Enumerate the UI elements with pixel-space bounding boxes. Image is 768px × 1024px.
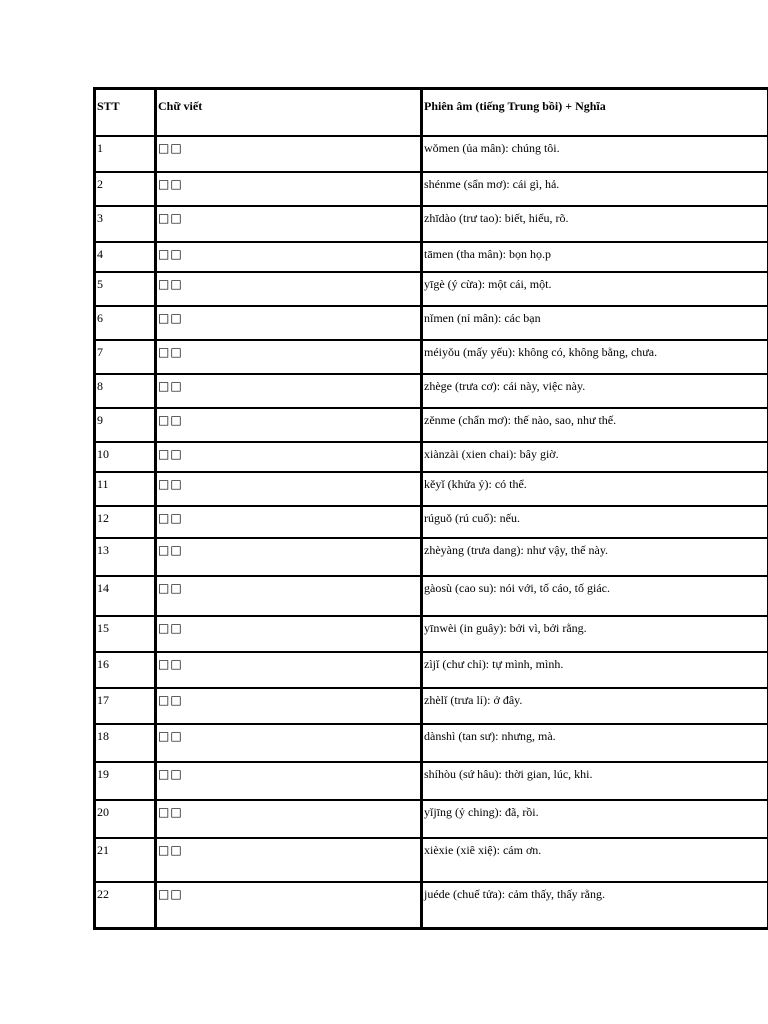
vocabulary-table — [95, 89, 768, 929]
header-chu-viet: Chữ viết — [156, 90, 422, 136]
cell-chu-viet: □□ — [156, 506, 422, 538]
table-row — [96, 172, 768, 206]
cell-stt: 20 — [96, 800, 156, 838]
cell-chu-viet: □□ — [156, 652, 422, 688]
table-row — [96, 762, 768, 800]
cell-phien-am-nghia: méiyǒu (mấy yếu): không có, không bằng, chưa. — [422, 340, 768, 374]
table-row — [96, 472, 768, 506]
table-row — [96, 800, 768, 838]
cell-chu-viet: □□ — [156, 538, 422, 576]
table-header-row — [96, 90, 768, 136]
cell-chu-viet: □□ — [156, 272, 422, 306]
table-row — [96, 442, 768, 472]
cell-phien-am-nghia: juéde (chuế tửa): cảm thấy, thấy rằng. — [422, 882, 768, 928]
table-row — [96, 724, 768, 762]
cell-phien-am-nghia: tāmen (tha mân): bọn họ.p — [422, 242, 768, 272]
cell-stt: 9 — [96, 408, 156, 442]
cell-stt: 4 — [96, 242, 156, 272]
cell-phien-am-nghia: xièxie (xiê xiệ): cám ơn. — [422, 838, 768, 882]
cell-phien-am-nghia: rúguǒ (rú cuổ): nếu. — [422, 506, 768, 538]
cell-chu-viet: □□ — [156, 576, 422, 616]
table-row — [96, 242, 768, 272]
table-row — [96, 206, 768, 242]
cell-stt: 22 — [96, 882, 156, 928]
cell-phien-am-nghia: gàosù (cao su): nói với, tố cáo, tố giác. — [422, 576, 768, 616]
cell-chu-viet: □□ — [156, 306, 422, 340]
table-row — [96, 408, 768, 442]
cell-stt: 1 — [96, 136, 156, 172]
table-body — [96, 136, 768, 928]
table-row — [96, 576, 768, 616]
cell-phien-am-nghia: zěnme (chẩn mơ): thế nào, sao, như thế. — [422, 408, 768, 442]
table-row — [96, 374, 768, 408]
cell-stt: 2 — [96, 172, 156, 206]
cell-chu-viet: □□ — [156, 616, 422, 652]
cell-phien-am-nghia: dànshì (tan sư): nhưng, mà. — [422, 724, 768, 762]
cell-chu-viet: □□ — [156, 172, 422, 206]
cell-stt: 16 — [96, 652, 156, 688]
cell-chu-viet: □□ — [156, 838, 422, 882]
cell-phien-am-nghia: yīnwèi (in guây): bởi vì, bởi rằng. — [422, 616, 768, 652]
cell-chu-viet: □□ — [156, 472, 422, 506]
cell-phien-am-nghia: nǐmen (nỉ mân): các bạn — [422, 306, 768, 340]
cell-stt: 13 — [96, 538, 156, 576]
table-row — [96, 506, 768, 538]
cell-phien-am-nghia: shénme (sẩn mơ): cái gì, hả. — [422, 172, 768, 206]
cell-chu-viet: □□ — [156, 442, 422, 472]
table-row — [96, 538, 768, 576]
cell-chu-viet: □□ — [156, 762, 422, 800]
table-row — [96, 616, 768, 652]
cell-chu-viet: □□ — [156, 136, 422, 172]
cell-stt: 18 — [96, 724, 156, 762]
cell-stt: 8 — [96, 374, 156, 408]
cell-phien-am-nghia: yǐjīng (ỷ ching): đã, rồi. — [422, 800, 768, 838]
cell-stt: 14 — [96, 576, 156, 616]
cell-stt: 21 — [96, 838, 156, 882]
table-row — [96, 688, 768, 724]
cell-chu-viet: □□ — [156, 688, 422, 724]
cell-chu-viet: □□ — [156, 206, 422, 242]
vocabulary-table-frame — [93, 87, 768, 930]
table-row — [96, 882, 768, 928]
cell-phien-am-nghia: zhīdào (trư tao): biết, hiểu, rõ. — [422, 206, 768, 242]
cell-stt: 15 — [96, 616, 156, 652]
cell-stt: 17 — [96, 688, 156, 724]
table-row — [96, 652, 768, 688]
header-stt: STT — [96, 90, 156, 136]
cell-phien-am-nghia: zhèyàng (trưa dang): như vậy, thế này. — [422, 538, 768, 576]
cell-phien-am-nghia: wǒmen (ủa mân): chúng tôi. — [422, 136, 768, 172]
cell-chu-viet: □□ — [156, 374, 422, 408]
header-phien-am-nghia: Phiên âm (tiếng Trung bồi) + Nghĩa — [422, 90, 768, 136]
cell-phien-am-nghia: kěyǐ (khửa ỷ): có thể. — [422, 472, 768, 506]
cell-phien-am-nghia: xiànzài (xien chai): bây giờ. — [422, 442, 768, 472]
cell-stt: 12 — [96, 506, 156, 538]
cell-chu-viet: □□ — [156, 340, 422, 374]
cell-phien-am-nghia: shíhòu (sứ hâu): thời gian, lúc, khi. — [422, 762, 768, 800]
cell-stt: 7 — [96, 340, 156, 374]
table-row — [96, 272, 768, 306]
cell-phien-am-nghia: yīgè (ý cừa): một cái, một. — [422, 272, 768, 306]
cell-stt: 3 — [96, 206, 156, 242]
cell-chu-viet: □□ — [156, 408, 422, 442]
cell-stt: 5 — [96, 272, 156, 306]
cell-stt: 11 — [96, 472, 156, 506]
cell-stt: 19 — [96, 762, 156, 800]
cell-phien-am-nghia: zhèlǐ (trưa lỉ): ở đây. — [422, 688, 768, 724]
cell-chu-viet: □□ — [156, 724, 422, 762]
cell-chu-viet: □□ — [156, 242, 422, 272]
table-row — [96, 136, 768, 172]
cell-stt: 6 — [96, 306, 156, 340]
cell-stt: 10 — [96, 442, 156, 472]
cell-phien-am-nghia: zhège (trưa cơ): cái này, việc này. — [422, 374, 768, 408]
cell-chu-viet: □□ — [156, 882, 422, 928]
cell-chu-viet: □□ — [156, 800, 422, 838]
cell-phien-am-nghia: zìjǐ (chư chỉ): tự mình, mình. — [422, 652, 768, 688]
table-row — [96, 306, 768, 340]
table-row — [96, 340, 768, 374]
table-row — [96, 838, 768, 882]
